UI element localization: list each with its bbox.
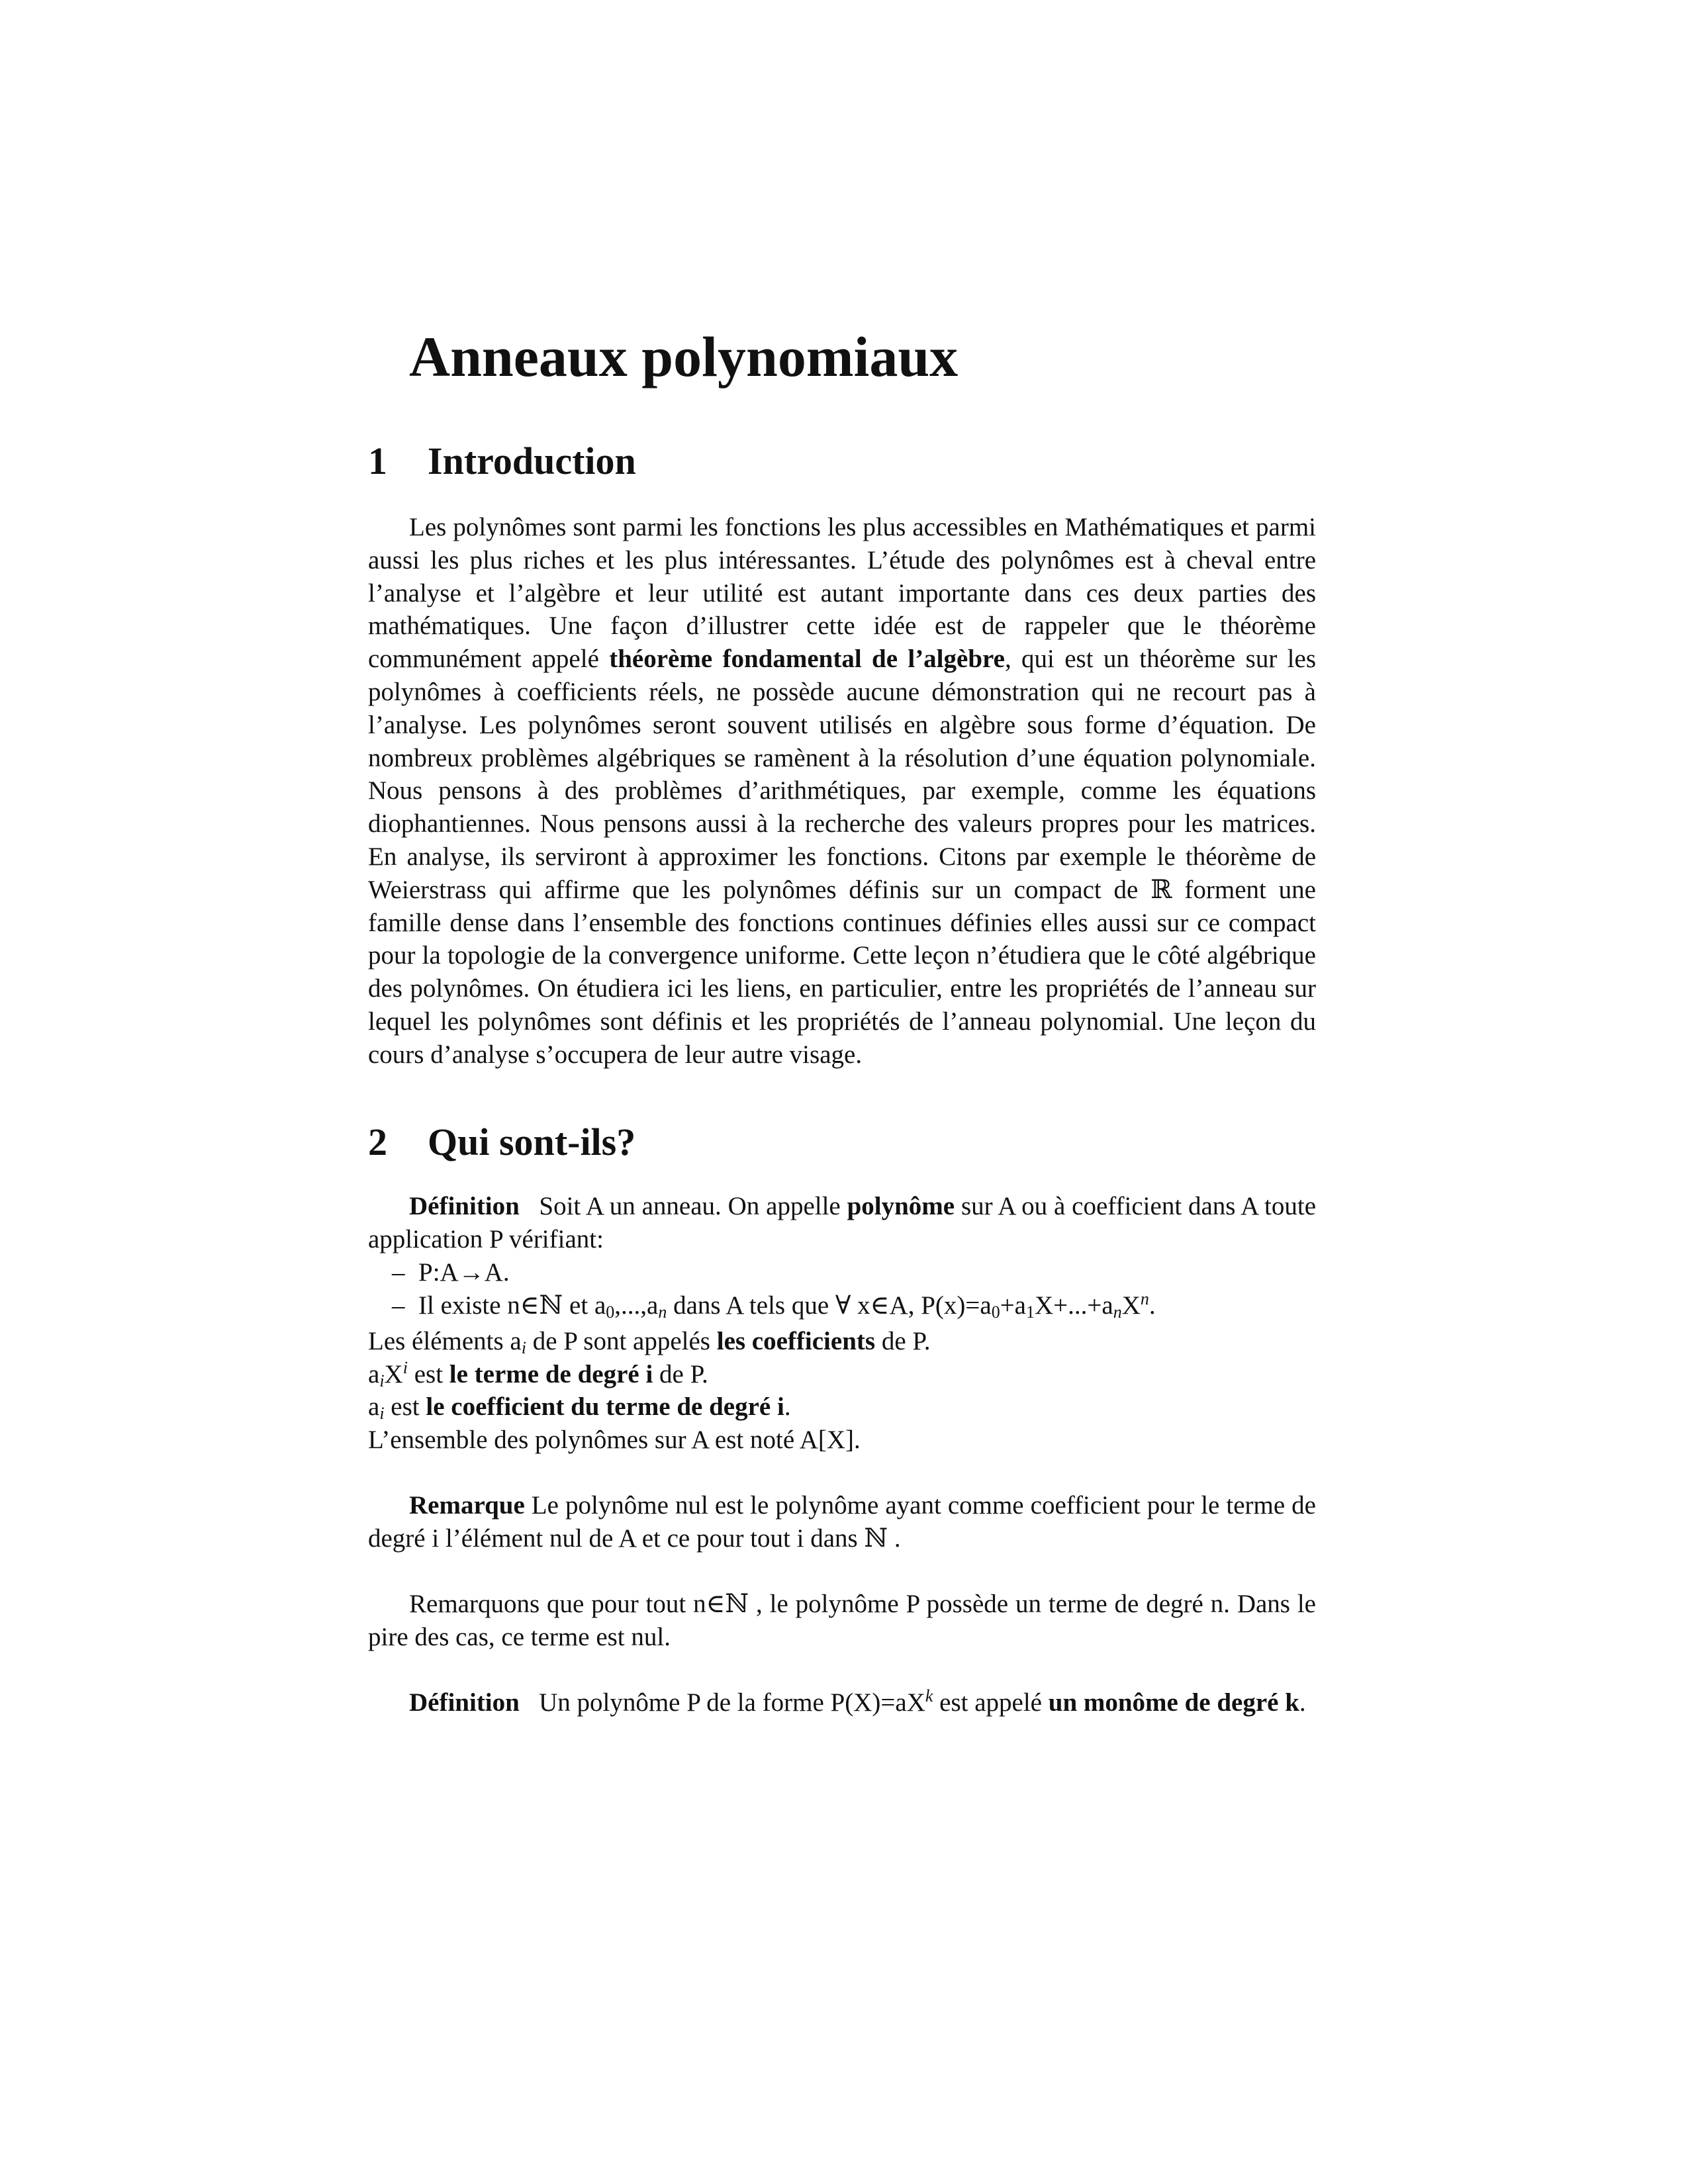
bold-term: un monôme de degré k [1048, 1688, 1299, 1717]
superscript: k [925, 1686, 933, 1706]
formula-text: X+...+a [1035, 1291, 1113, 1320]
line-text: de P. [875, 1327, 931, 1355]
line-text: X [384, 1360, 403, 1388]
coefficients-line [368, 1325, 931, 1358]
superscript: n [1140, 1289, 1149, 1308]
bold-term: le terme de degré i [449, 1360, 653, 1388]
term-degree-line [368, 1358, 708, 1391]
section-number: 2 [368, 1120, 387, 1163]
line-text: Les éléments a [368, 1327, 522, 1355]
line-text: de P. [653, 1360, 708, 1388]
definition-polynome [368, 1190, 1316, 1256]
remark-text: Le polynôme nul est le polynôme ayant comme coefficient pour le terme de degré i l’élément nul de A et ce pour tout i dans ℕ . [368, 1491, 1316, 1553]
notation-line: L’ensemble des polynômes sur A est noté A[X]. [368, 1426, 861, 1454]
coefficient-term-line [368, 1390, 791, 1424]
formula-text: X [1121, 1291, 1141, 1320]
list-dash: – [392, 1291, 405, 1320]
subscript: i [379, 1404, 385, 1423]
definition-monome [368, 1686, 1316, 1719]
list-item [392, 1256, 1156, 1289]
intro-text-part2: , qui est un théorème sur les polynômes à coefficients réels, ne possède aucune démonstration qui ne recourt pas à l’analyse. Les polynômes seront souvent utilisés en algèbre sous forme d’équation. De nombreux problèmes algébriques se ramènent à la résolution d’une équation polynomiale. Nous pensons à des problèmes d’arithmétiques, par exemple, comme les équations diophantiennes. Nous pensons aussi à la recherche des valeurs propres pour les matrices. En analyse, ils serviront à approximer les fonctions. Citons par exemple le théorème de Weierstrass qui affirme que les polynômes définis sur un compact de ℝ forment une famille dense dans l’ensemble des fonctions continues définies elles aussi sur ce compact pour la topologie de la convergence uniforme. Cette leçon n’étudiera que le côté algébrique des polynômes. On étudiera ici les liens, en particulier, entre les propriétés de l’anneau sur lequel les polynômes sont définis et les propriétés de l’anneau polynomial. Une leçon du cours d’analyse s’occupera de leur autre visage. [368, 645, 1317, 1069]
bold-term: les coefficients [716, 1327, 876, 1355]
section-title: Introduction [428, 439, 636, 482]
subscript: 0 [991, 1302, 1000, 1322]
formula-text: . [1149, 1291, 1156, 1320]
line-text: de P sont appelés [526, 1327, 717, 1355]
subscript: i [521, 1338, 526, 1357]
definition-text-part1: Soit A un anneau. On appelle [539, 1192, 847, 1220]
section-title: Qui sont-ils? [428, 1120, 636, 1163]
formula-text: +a [1000, 1291, 1026, 1320]
intro-bold-term: théorème fondamental de l’algèbre [609, 645, 1005, 674]
subscript: 0 [606, 1302, 615, 1322]
remark-paragraph-2: Remarquons que pour tout n∈ℕ , le polynôme P possède un terme de degré n. Dans le pire des cas, ce terme est nul. [368, 1590, 1316, 1651]
definition-text: . [1299, 1688, 1306, 1717]
section-number: 1 [368, 439, 387, 482]
definition-bold-term: polynôme [847, 1192, 955, 1220]
remark-paragraph [368, 1489, 1316, 1555]
definition-label: Définition [409, 1192, 520, 1220]
definition-text: Un polynôme P de la forme P(X)=aX [539, 1688, 925, 1717]
subscript: i [379, 1371, 385, 1390]
bold-term: le coefficient du terme de degré i [426, 1392, 784, 1421]
formula-text: dans A tels que ∀ x∈A, P(x)=a [667, 1291, 992, 1320]
subscript: n [658, 1302, 667, 1322]
superscript: i [402, 1358, 408, 1377]
definition-text: est appelé [933, 1688, 1049, 1717]
list-item-text: P:A→A. [418, 1258, 510, 1287]
list-item [392, 1289, 1156, 1322]
line-text: . [784, 1392, 791, 1421]
formula-text: ,...,a [614, 1291, 659, 1320]
definition-text-part2: sur A ou à coefficient dans A toute application P vérifiant: [368, 1192, 1317, 1253]
intro-text-part1: Les polynômes sont parmi les fonctions les plus accessibles en Mathématiques et parmi aussi les plus riches et les plus intéressantes. L’étude des polynômes est à cheval entre l’analyse et l’algèbre et leur utilité est autant importante dans ces deux parties des mathématiques. Une façon d’illustrer cette idée est de rappeler que le théorème communément appelé [368, 513, 1316, 674]
section-heading-introduction [368, 439, 636, 482]
line-text: a [368, 1360, 380, 1388]
subscript: 1 [1026, 1302, 1035, 1322]
remark-label: Remarque [409, 1491, 525, 1520]
list-dash: – [392, 1258, 405, 1287]
formula-text: Il existe n∈ℕ et a [418, 1291, 606, 1320]
line-text: est [384, 1392, 426, 1421]
definition-label: Définition [409, 1688, 520, 1717]
line-text: est [407, 1360, 449, 1388]
subscript: n [1113, 1302, 1122, 1322]
intro-paragraph [368, 511, 1316, 1071]
section-heading-qui-sont-ils [368, 1120, 636, 1163]
definition-conditions-list [392, 1256, 1156, 1322]
line-text: a [368, 1392, 380, 1421]
page-title: Anneaux polynomiaux [409, 325, 959, 388]
